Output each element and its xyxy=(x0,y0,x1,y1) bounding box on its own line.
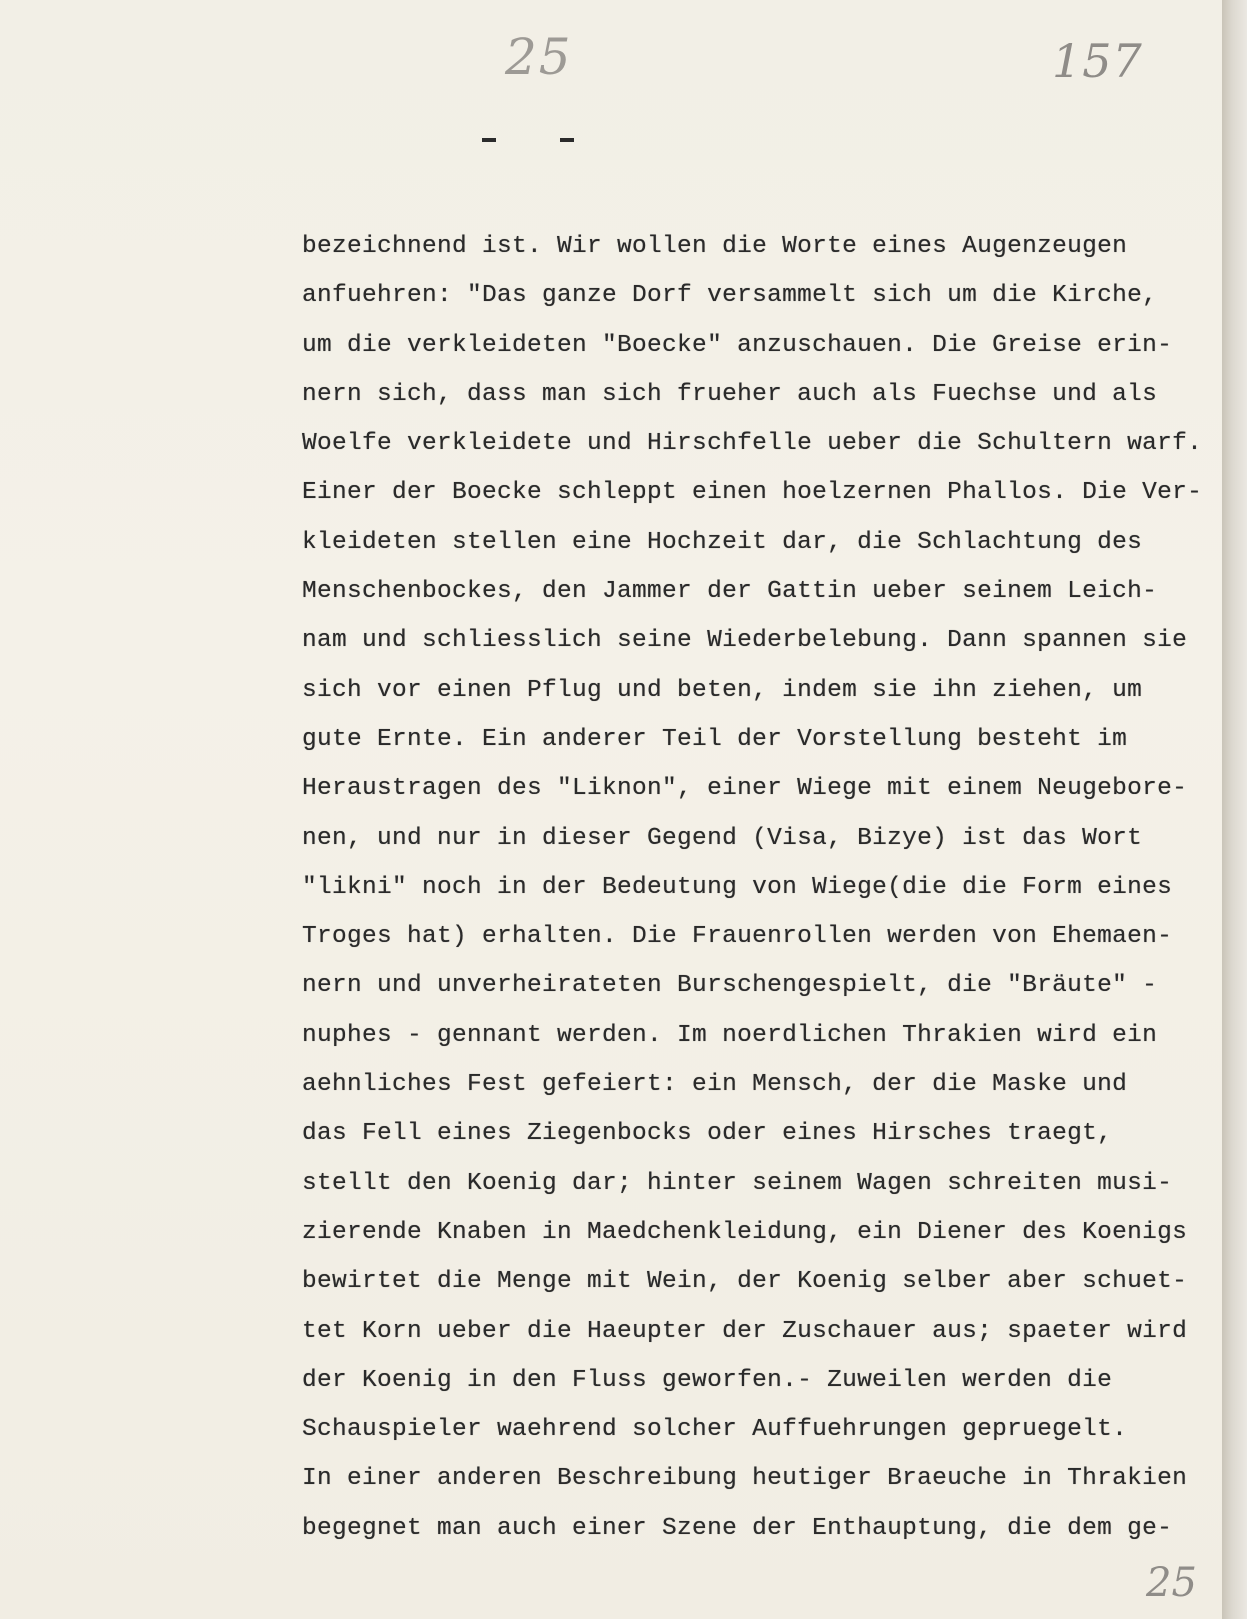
text-line: stellt den Koenig dar; hinter seinem Wagen schreiten musi- xyxy=(302,1169,1173,1197)
page-edge xyxy=(1222,0,1247,1619)
text-line: nuphes - gennant werden. Im noerdlichen Thrakien wird ein xyxy=(302,1021,1158,1049)
text-line: kleideten stellen eine Hochzeit dar, die Schlachtung des xyxy=(302,528,1143,556)
text-line: nen, und nur in dieser Gegend (Visa, Bizye) ist das Wort xyxy=(302,824,1143,852)
pencil-page-number-bottom: 25 xyxy=(1146,1560,1197,1606)
text-line: sich vor einen Pflug und beten, indem sie ihn ziehen, um xyxy=(302,676,1143,704)
typewritten-body xyxy=(302,222,1203,1553)
text-line: Troges hat) erhalten. Die Frauenrollen werden von Ehemaen- xyxy=(302,923,1173,951)
text-line: "likni" noch in der Bedeutung von Wiege(die die Form eines xyxy=(302,873,1173,901)
header-dash-left xyxy=(482,138,496,142)
text-line: Woelfe verkleidete und Hirschfelle ueber die Schultern warf. xyxy=(302,430,1203,458)
text-line: tet Korn ueber die Haeupter der Zuschauer aus; spaeter wird xyxy=(302,1317,1188,1345)
header-dash-right xyxy=(560,138,574,142)
pencil-page-number-left: 25 xyxy=(505,28,573,86)
text-line: das Fell eines Ziegenbocks oder eines Hirsches traegt, xyxy=(302,1120,1113,1148)
text-line: bezeichnend ist. Wir wollen die Worte eines Augenzeugen xyxy=(302,233,1128,260)
text-line: Menschenbockes, den Jammer der Gattin ueber seinem Leich- xyxy=(302,578,1158,606)
text-line: zierende Knaben in Maedchenkleidung, ein Diener des Koenigs xyxy=(302,1218,1188,1246)
text-line: nern und unverheirateten Burschengespielt, die "Bräute" - xyxy=(302,972,1158,1000)
text-line: Einer der Boecke schleppt einen hoelzernen Phallos. Die Ver- xyxy=(302,479,1203,507)
text-line: gute Ernte. Ein anderer Teil der Vorstellung besteht im xyxy=(302,725,1128,753)
text-line: bewirtet die Menge mit Wein, der Koenig selber aber schuet- xyxy=(302,1268,1188,1296)
pencil-page-number-right: 157 xyxy=(1052,34,1143,88)
text-line: In einer anderen Beschreibung heutiger Braeuche in Thrakien xyxy=(302,1465,1188,1493)
text-line: um die verkleideten "Boecke" anzuschauen. Die Greise erin- xyxy=(302,331,1173,359)
text-line: aehnliches Fest gefeiert: ein Mensch, der die Maske und xyxy=(302,1071,1128,1099)
text-line: der Koenig in den Fluss geworfen.- Zuweilen werden die xyxy=(302,1366,1113,1394)
text-line: nern sich, dass man sich frueher auch als Fuechse und als xyxy=(302,380,1158,408)
text-line: Heraustragen des "Liknon", einer Wiege mit einem Neugebore- xyxy=(302,775,1188,803)
text-line: anfuehren: "Das ganze Dorf versammelt sich um die Kirche, xyxy=(302,282,1158,310)
text-line: begegnet man auch einer Szene der Enthauptung, die dem ge- xyxy=(302,1514,1173,1542)
text-line: nam und schliesslich seine Wiederbelebung. Dann spannen sie xyxy=(302,627,1188,655)
text-line: Schauspieler waehrend solcher Auffuehrungen gepruegelt. xyxy=(302,1416,1128,1444)
